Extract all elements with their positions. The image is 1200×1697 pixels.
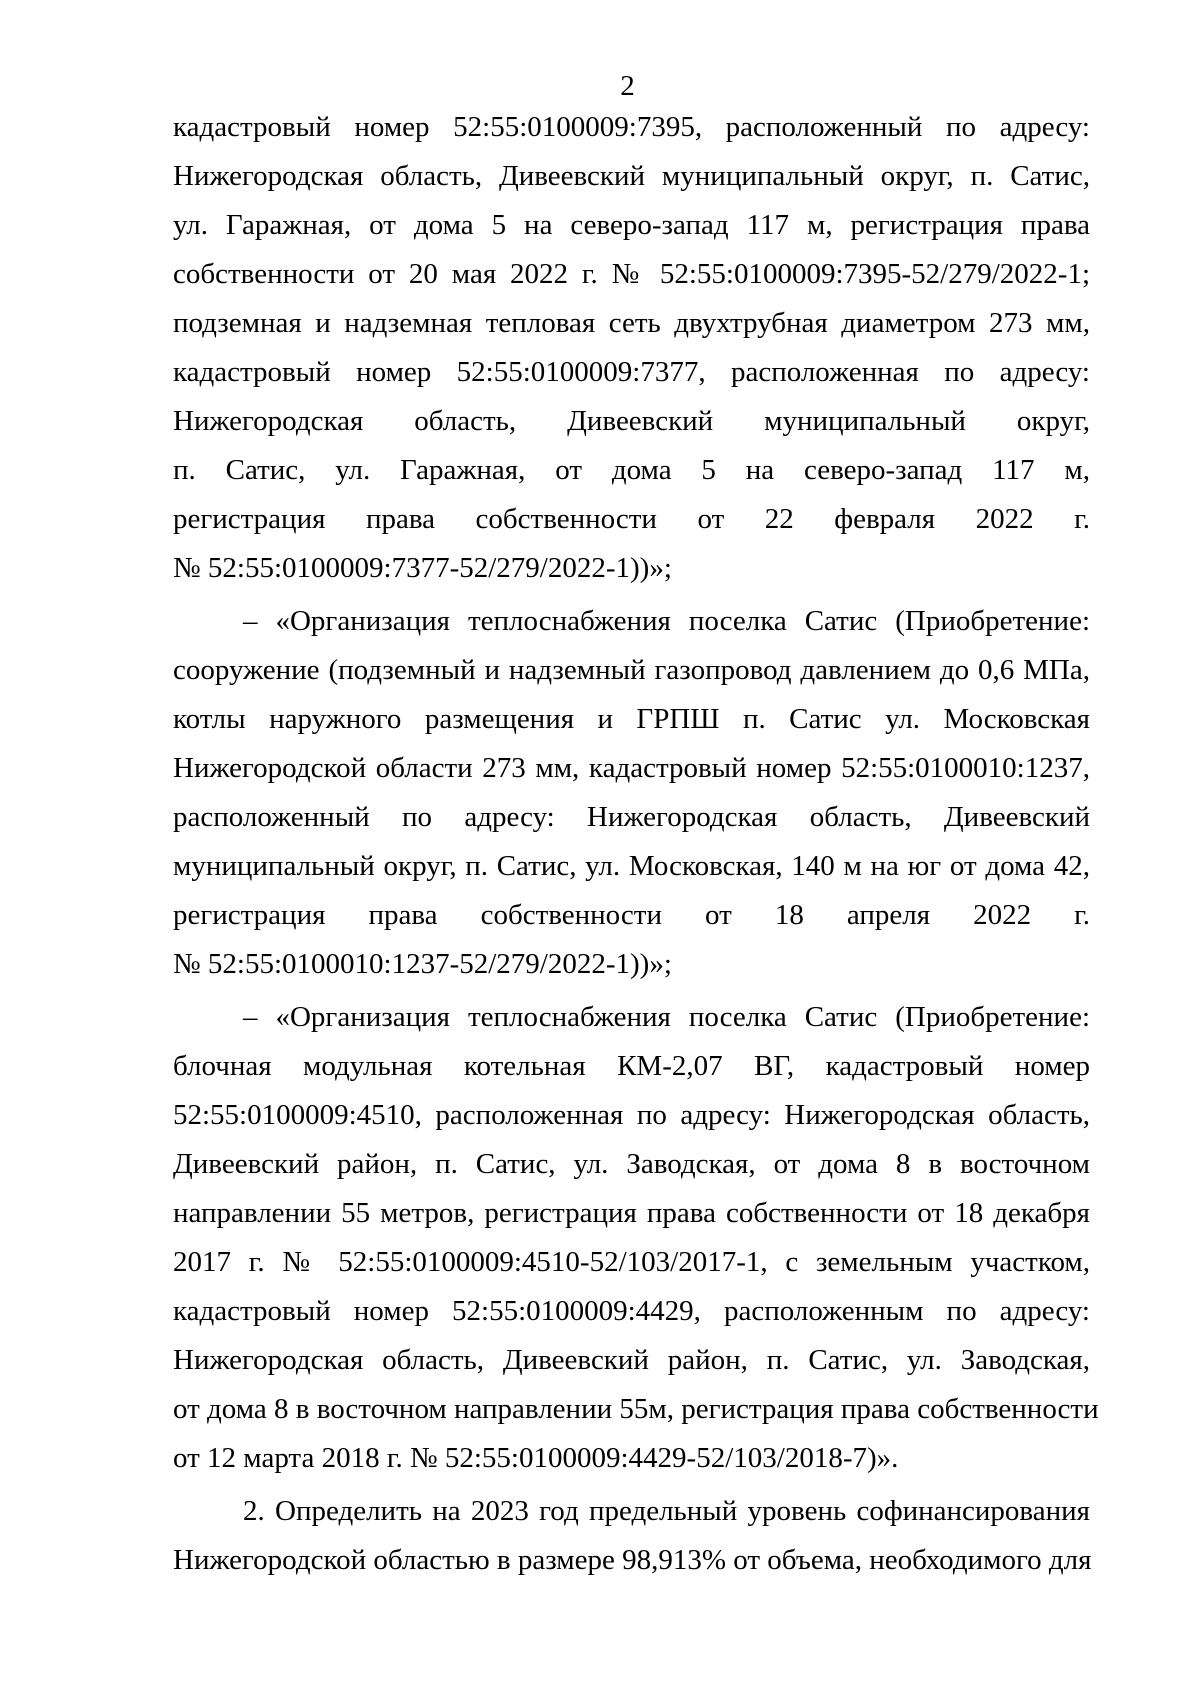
paragraph-4 [173, 1487, 1090, 1585]
text-line: собственности от 20 мая 2022 г. № 52:55:0100009:7395-52/279/2022-1; [173, 258, 1090, 290]
text-line: подземная и надземная тепловая сеть двухтрубная диаметром 273 мм, [173, 307, 1090, 339]
text-line: – «Организация теплоснабжения поселка Сатис (Приобретение: [243, 605, 1090, 637]
text-line: ул. Гаражная, от дома 5 на северо-запад 117 м, регистрация права [173, 209, 1090, 241]
text-line: № 52:55:0100010:1237-52/279/2022-1))»; [173, 948, 672, 980]
text-line: расположенный по адресу: Нижегородская область, Дивеевский [173, 801, 1090, 833]
text-line: № 52:55:0100009:7377-52/279/2022-1))»; [173, 552, 672, 584]
text-line: от 12 марта 2018 г. № 52:55:0100009:4429-52/103/2018-7)». [173, 1442, 899, 1474]
page-number: 2 [620, 70, 635, 102]
text-line: Нижегородская область, Дивеевский муниципальный округ, п. Сатис, [173, 160, 1090, 192]
paragraph-1 [173, 103, 1090, 593]
text-line: блочная модульная котельная КМ-2,07 ВГ, кадастровый номер [173, 1050, 1090, 1082]
text-line: Нижегородская область, Дивеевский муниципальный округ, [173, 405, 1090, 437]
text-line: 2017 г. № 52:55:0100009:4510-52/103/2017-1, с земельным участком, [173, 1246, 1090, 1278]
text-line: Нижегородской области 273 мм, кадастровый номер 52:55:0100010:1237, [173, 752, 1090, 784]
text-line: муниципальный округ, п. Сатис, ул. Московская, 140 м на юг от дома 42, [173, 850, 1090, 882]
text-line: п. Сатис, ул. Гаражная, от дома 5 на северо-запад 117 м, [173, 454, 1090, 486]
text-line: сооружение (подземный и надземный газопровод давлением до 0,6 МПа, [173, 654, 1090, 686]
text-line: направлении 55 метров, регистрация права собственности от 18 декабря [173, 1197, 1090, 1229]
text-line: кадастровый номер 52:55:0100009:4429, расположенным по адресу: [173, 1295, 1090, 1327]
paragraph-3 [173, 993, 1099, 1483]
text-line: 52:55:0100009:4510, расположенная по адресу: Нижегородская область, [173, 1099, 1090, 1131]
text-line: котлы наружного размещения и ГРПШ п. Сатис ул. Московская [173, 703, 1090, 735]
text-line: кадастровый номер 52:55:0100009:7395, расположенный по адресу: [173, 111, 1090, 143]
text-line: Нижегородской областью в размере 98,913% от объема, необходимого для [173, 1544, 1092, 1576]
text-line: кадастровый номер 52:55:0100009:7377, расположенная по адресу: [173, 356, 1090, 388]
text-line: – «Организация теплоснабжения поселка Сатис (Приобретение: [243, 1001, 1090, 1033]
text-line: Дивеевский район, п. Сатис, ул. Заводская, от дома 8 в восточном [173, 1148, 1090, 1180]
text-line: регистрация права собственности от 22 февраля 2022 г. [173, 503, 1090, 535]
document-body [173, 103, 1099, 1585]
paragraph-2 [173, 597, 1090, 989]
text-line: Нижегородская область, Дивеевский район, п. Сатис, ул. Заводская, [173, 1344, 1090, 1376]
text-line: регистрация права собственности от 18 апреля 2022 г. [173, 899, 1090, 931]
text-line: от дома 8 в восточном направлении 55м, регистрация права собственности [173, 1393, 1099, 1425]
text-line: 2. Определить на 2023 год предельный уровень софинансирования [243, 1495, 1090, 1527]
